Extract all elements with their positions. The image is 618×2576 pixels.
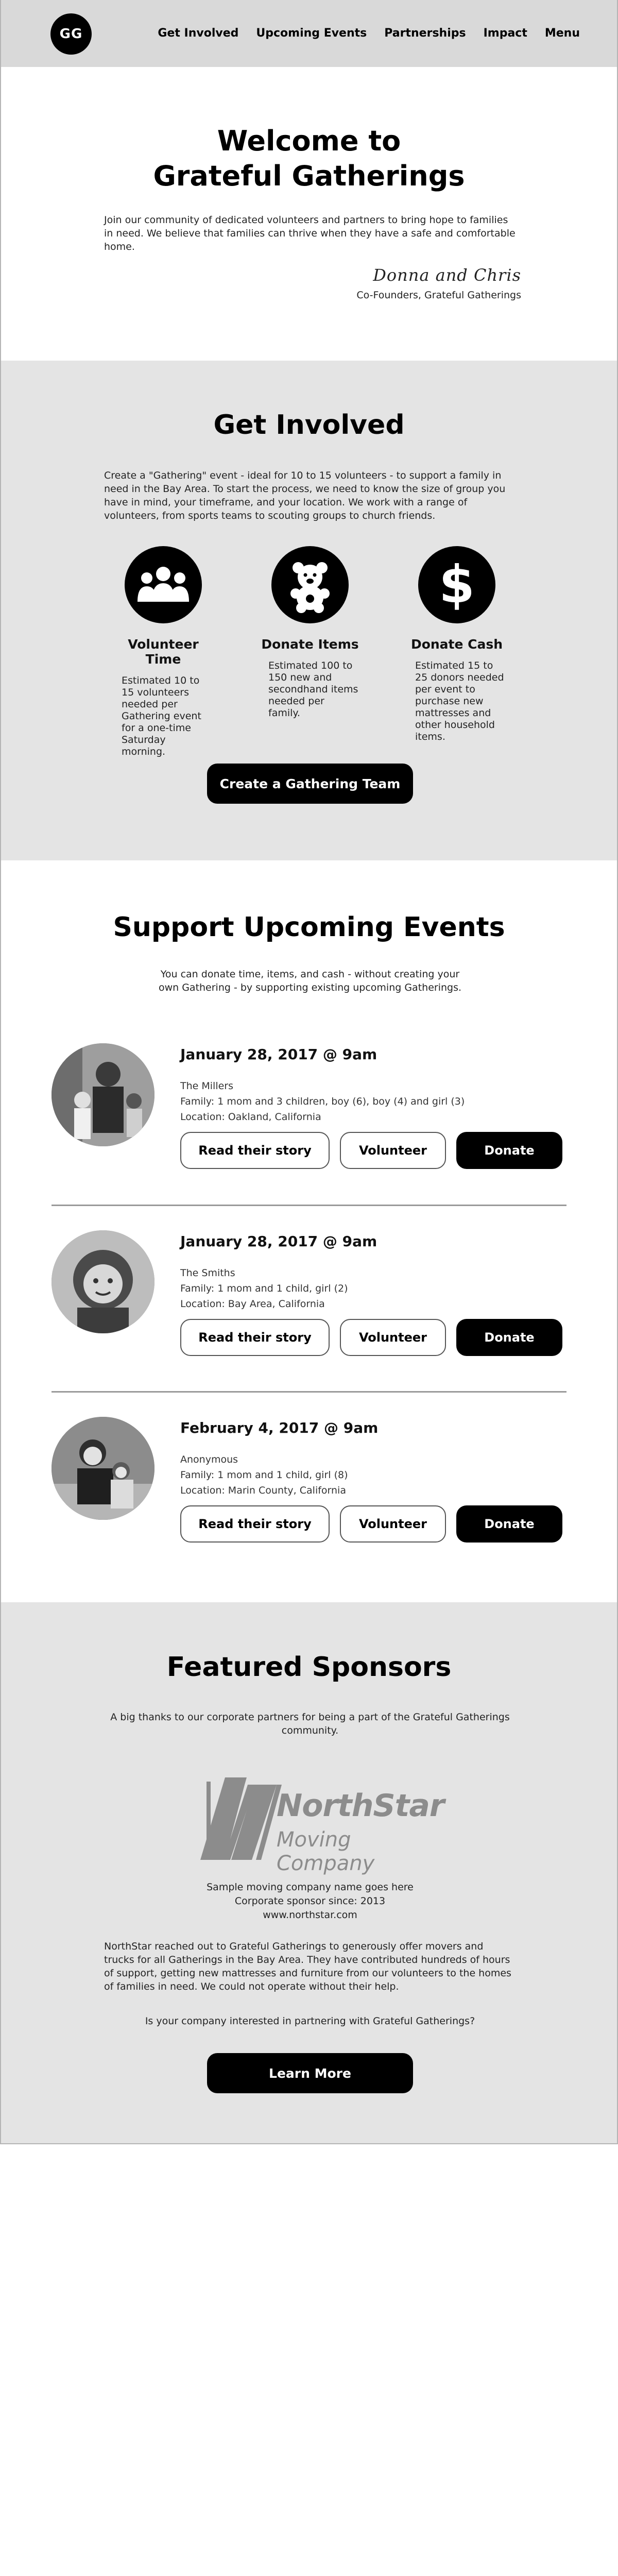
sponsor-url[interactable]: www.northstar.com bbox=[263, 1909, 357, 1921]
event-actions bbox=[180, 1319, 562, 1356]
welcome-title-line2: Grateful Gatherings bbox=[153, 160, 465, 192]
logo-line-1: NorthStar bbox=[277, 1788, 444, 1824]
upcoming-events-section bbox=[1, 860, 617, 1602]
event-location: Location: Oakland, California bbox=[180, 1111, 321, 1123]
event-actions bbox=[180, 1132, 562, 1169]
donate-button[interactable]: Donate bbox=[456, 1132, 562, 1169]
way-title: Donate Cash bbox=[410, 637, 503, 652]
welcome-intro: Join our community of dedicated volunteers and partners to bring hope to families in need. We believe that families can thrive when they have a safe and comfortable home. bbox=[104, 214, 516, 252]
volunteer-button[interactable]: Volunteer bbox=[340, 1505, 446, 1543]
nav-impact[interactable]: Impact bbox=[483, 27, 527, 40]
partner-question: Is your company interested in partnering with Grateful Gatherings? bbox=[145, 2015, 475, 2027]
sponsor-details bbox=[156, 1880, 465, 1922]
featured-sponsors-section bbox=[1, 1602, 617, 2143]
nav-menu[interactable]: Menu bbox=[544, 27, 580, 40]
sponsors-title: Featured Sponsors bbox=[166, 1652, 452, 1683]
get-involved-title: Get Involved bbox=[213, 410, 405, 440]
get-involved-section bbox=[1, 361, 617, 860]
donate-button[interactable]: Donate bbox=[456, 1505, 562, 1543]
events-intro: You can donate time, items, and cash - without creating your own Gathering - by supporting existing upcoming Gatherings. bbox=[158, 969, 462, 993]
sponsors-intro: A big thanks to our corporate partners for being a part of the Grateful Gatherings community. bbox=[110, 1711, 510, 1736]
event-info bbox=[180, 1078, 465, 1125]
event-location: Location: Marin County, California bbox=[180, 1485, 346, 1496]
event-family-name: The Millers bbox=[180, 1080, 234, 1092]
way-volunteer-time bbox=[114, 546, 212, 758]
way-donate-items bbox=[261, 546, 359, 758]
event-photo bbox=[52, 1417, 154, 1520]
site-header bbox=[1, 0, 617, 67]
event-date: January 28, 2017 @ 9am bbox=[180, 1233, 377, 1250]
northstar-logo[interactable] bbox=[199, 1767, 444, 1875]
event-family-name: The Smiths bbox=[180, 1267, 235, 1279]
event-date: January 28, 2017 @ 9am bbox=[180, 1046, 377, 1063]
event-card bbox=[52, 1230, 566, 1400]
learn-more-button[interactable]: Learn More bbox=[207, 2053, 413, 2093]
people-group-icon bbox=[125, 546, 202, 623]
read-story-button[interactable]: Read their story bbox=[180, 1132, 330, 1169]
welcome-title-line1: Welcome to bbox=[217, 125, 401, 157]
event-divider bbox=[52, 1391, 566, 1393]
site-logo[interactable]: GG bbox=[50, 13, 92, 55]
way-text: Estimated 10 to 15 volunteers needed per Gathering event for a one-time Saturday morning. bbox=[122, 675, 201, 757]
dollar-sign-icon: $ bbox=[418, 546, 495, 623]
sponsor-since: Corporate sponsor since: 2013 bbox=[234, 1895, 386, 1907]
event-family-name: Anonymous bbox=[180, 1454, 238, 1465]
way-text: Estimated 100 to 150 new and secondhand items needed per family. bbox=[268, 660, 358, 719]
event-info bbox=[180, 1265, 348, 1312]
ways-to-help bbox=[114, 546, 506, 758]
nav-partnerships[interactable]: Partnerships bbox=[384, 27, 466, 40]
welcome-title bbox=[1, 124, 617, 194]
events-title: Support Upcoming Events bbox=[113, 912, 505, 943]
event-photo bbox=[52, 1230, 154, 1333]
way-donate-cash bbox=[408, 546, 506, 758]
event-family: Family: 1 mom and 1 child, girl (8) bbox=[180, 1469, 348, 1481]
event-actions bbox=[180, 1505, 562, 1543]
main-nav bbox=[158, 27, 580, 40]
nav-upcoming-events[interactable]: Upcoming Events bbox=[256, 27, 367, 40]
sponsor-description: NorthStar reached out to Grateful Gatherings to generously offer movers and trucks for all Gatherings in the Bay Area. They have contributed hundreds of hours of support, getting new mattresses and furniture from our volunteers to the homes of families in need. We could not operate without their help. bbox=[104, 1941, 511, 1992]
signature-role: Co-Founders, Grateful Gatherings bbox=[356, 290, 521, 301]
event-family: Family: 1 mom and 1 child, girl (2) bbox=[180, 1283, 348, 1294]
read-story-button[interactable]: Read their story bbox=[180, 1505, 330, 1543]
volunteer-button[interactable]: Volunteer bbox=[340, 1132, 446, 1169]
founders-signature: Donna and Chris bbox=[373, 265, 521, 285]
way-text: Estimated 15 to 25 donors needed per event to purchase new mattresses and other household items. bbox=[415, 660, 504, 742]
event-date: February 4, 2017 @ 9am bbox=[180, 1419, 379, 1436]
event-location: Location: Bay Area, California bbox=[180, 1298, 325, 1310]
get-involved-intro: Create a "Gathering" event - ideal for 10 to 15 volunteers - to support a family in need in the Bay Area. To start the process, we need to know the size of group you have in mind, your timeframe, and your location. We work with a range of volunteers, from sports teams to scouting groups to church friends. bbox=[104, 470, 506, 521]
way-title: Volunteer Time bbox=[128, 637, 199, 667]
event-card bbox=[52, 1043, 566, 1213]
event-photo bbox=[52, 1043, 154, 1146]
welcome-section bbox=[1, 67, 617, 361]
event-divider bbox=[52, 1205, 566, 1206]
donate-button[interactable]: Donate bbox=[456, 1319, 562, 1356]
event-family: Family: 1 mom and 3 children, boy (6), boy (4) and girl (3) bbox=[180, 1096, 465, 1107]
volunteer-button[interactable]: Volunteer bbox=[340, 1319, 446, 1356]
logo-line-2: Moving Company bbox=[277, 1828, 375, 1875]
sponsor-company-name: Sample moving company name goes here bbox=[207, 1882, 414, 1893]
teddy-bear-icon bbox=[271, 546, 349, 623]
way-title: Donate Items bbox=[261, 637, 359, 652]
event-info bbox=[180, 1452, 348, 1498]
create-gathering-team-button[interactable]: Create a Gathering Team bbox=[207, 764, 413, 804]
event-card bbox=[52, 1417, 566, 1587]
read-story-button[interactable]: Read their story bbox=[180, 1319, 330, 1356]
nav-get-involved[interactable]: Get Involved bbox=[158, 27, 239, 40]
